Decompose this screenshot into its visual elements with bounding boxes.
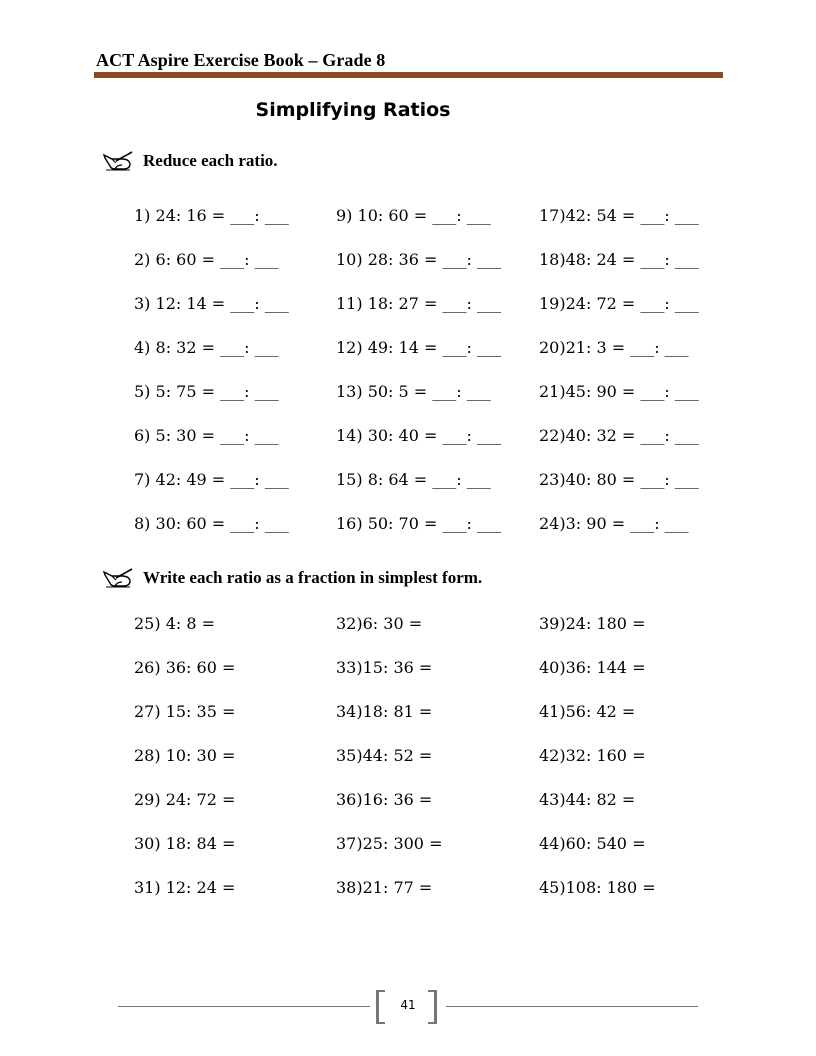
problem-item: 40)36: 144 =: [539, 658, 646, 677]
problem-item: 36)16: 36 =: [336, 790, 433, 809]
problem-item: 9) 10: 60 = ___: ___: [336, 206, 491, 225]
problem-item: 15) 8: 64 = ___: ___: [336, 470, 491, 489]
problem-row: [134, 471, 709, 515]
problem-item: 33)15: 36 =: [336, 658, 433, 677]
footer-rule-right: [446, 1006, 698, 1007]
problem-row: [134, 659, 709, 703]
writing-hand-icon: [102, 150, 143, 172]
problem-item: 22)40: 32 = ___: ___: [539, 426, 699, 445]
problem-item: 42)32: 160 =: [539, 746, 646, 765]
problem-item: 11) 18: 27 = ___: ___: [336, 294, 501, 313]
problem-item: 2) 6: 60 = ___: ___: [134, 250, 279, 269]
problem-item: 44)60: 540 =: [539, 834, 646, 853]
problem-item: 19)24: 72 = ___: ___: [539, 294, 699, 313]
problem-item: 35)44: 52 =: [336, 746, 433, 765]
problem-row: [134, 791, 709, 835]
problem-row: [134, 747, 709, 791]
section-heading-text: Write each ratio as a fraction in simplest form.: [143, 568, 483, 587]
problem-item: 45)108: 180 =: [539, 878, 656, 897]
page-title: Simplifying Ratios: [255, 99, 451, 121]
writing-hand-icon: [102, 567, 143, 589]
problem-item: 10) 28: 36 = ___: ___: [336, 250, 501, 269]
problem-item: 12) 49: 14 = ___: ___: [336, 338, 501, 357]
page-number: 41: [400, 998, 416, 1012]
problem-item: 30) 18: 84 =: [134, 834, 236, 853]
problem-item: 37)25: 300 =: [336, 834, 443, 853]
page-number-bracket-right: [428, 990, 437, 1024]
book-title: ACT Aspire Exercise Book – Grade 8: [96, 50, 386, 70]
problem-row: [134, 427, 709, 471]
problem-item: 41)56: 42 =: [539, 702, 636, 721]
problem-row: [134, 615, 709, 659]
problem-item: 31) 12: 24 =: [134, 878, 236, 897]
problem-item: 21)45: 90 = ___: ___: [539, 382, 699, 401]
problem-row: [134, 515, 709, 559]
problem-row: [134, 879, 709, 923]
section-heading-fraction: [102, 566, 482, 590]
problem-item: 28) 10: 30 =: [134, 746, 236, 765]
problem-item: 8) 30: 60 = ___: ___: [134, 514, 289, 533]
reduce-ratio-problems: [134, 207, 709, 559]
problem-item: 18)48: 24 = ___: ___: [539, 250, 699, 269]
problem-item: 20)21: 3 = ___: ___: [539, 338, 689, 357]
problem-item: 32)6: 30 =: [336, 614, 423, 633]
section-heading-text: Reduce each ratio.: [143, 151, 278, 170]
problem-item: 24)3: 90 = ___: ___: [539, 514, 689, 533]
problem-item: 1) 24: 16 = ___: ___: [134, 206, 289, 225]
problem-row: [134, 703, 709, 747]
problem-item: 14) 30: 40 = ___: ___: [336, 426, 501, 445]
problem-item: 43)44: 82 =: [539, 790, 636, 809]
problem-item: 23)40: 80 = ___: ___: [539, 470, 699, 489]
problem-item: 25) 4: 8 =: [134, 614, 216, 633]
problem-item: 13) 50: 5 = ___: ___: [336, 382, 491, 401]
problem-row: [134, 383, 709, 427]
footer-rule-left: [118, 1006, 370, 1007]
problem-row: [134, 835, 709, 879]
problem-item: 4) 8: 32 = ___: ___: [134, 338, 279, 357]
header-rule: [94, 72, 723, 78]
problem-item: 38)21: 77 =: [336, 878, 433, 897]
problem-item: 29) 24: 72 =: [134, 790, 236, 809]
problem-item: 3) 12: 14 = ___: ___: [134, 294, 289, 313]
problem-item: 6) 5: 30 = ___: ___: [134, 426, 279, 445]
section-heading-reduce: [102, 149, 278, 173]
problem-item: 26) 36: 60 =: [134, 658, 236, 677]
problem-item: 17)42: 54 = ___: ___: [539, 206, 699, 225]
fraction-problems: [134, 615, 709, 923]
problem-item: 34)18: 81 =: [336, 702, 433, 721]
problem-item: 39)24: 180 =: [539, 614, 646, 633]
problem-row: [134, 295, 709, 339]
problem-item: 16) 50: 70 = ___: ___: [336, 514, 501, 533]
problem-row: [134, 251, 709, 295]
problem-item: 27) 15: 35 =: [134, 702, 236, 721]
problem-row: [134, 207, 709, 251]
problem-item: 7) 42: 49 = ___: ___: [134, 470, 289, 489]
problem-item: 5) 5: 75 = ___: ___: [134, 382, 279, 401]
problem-row: [134, 339, 709, 383]
